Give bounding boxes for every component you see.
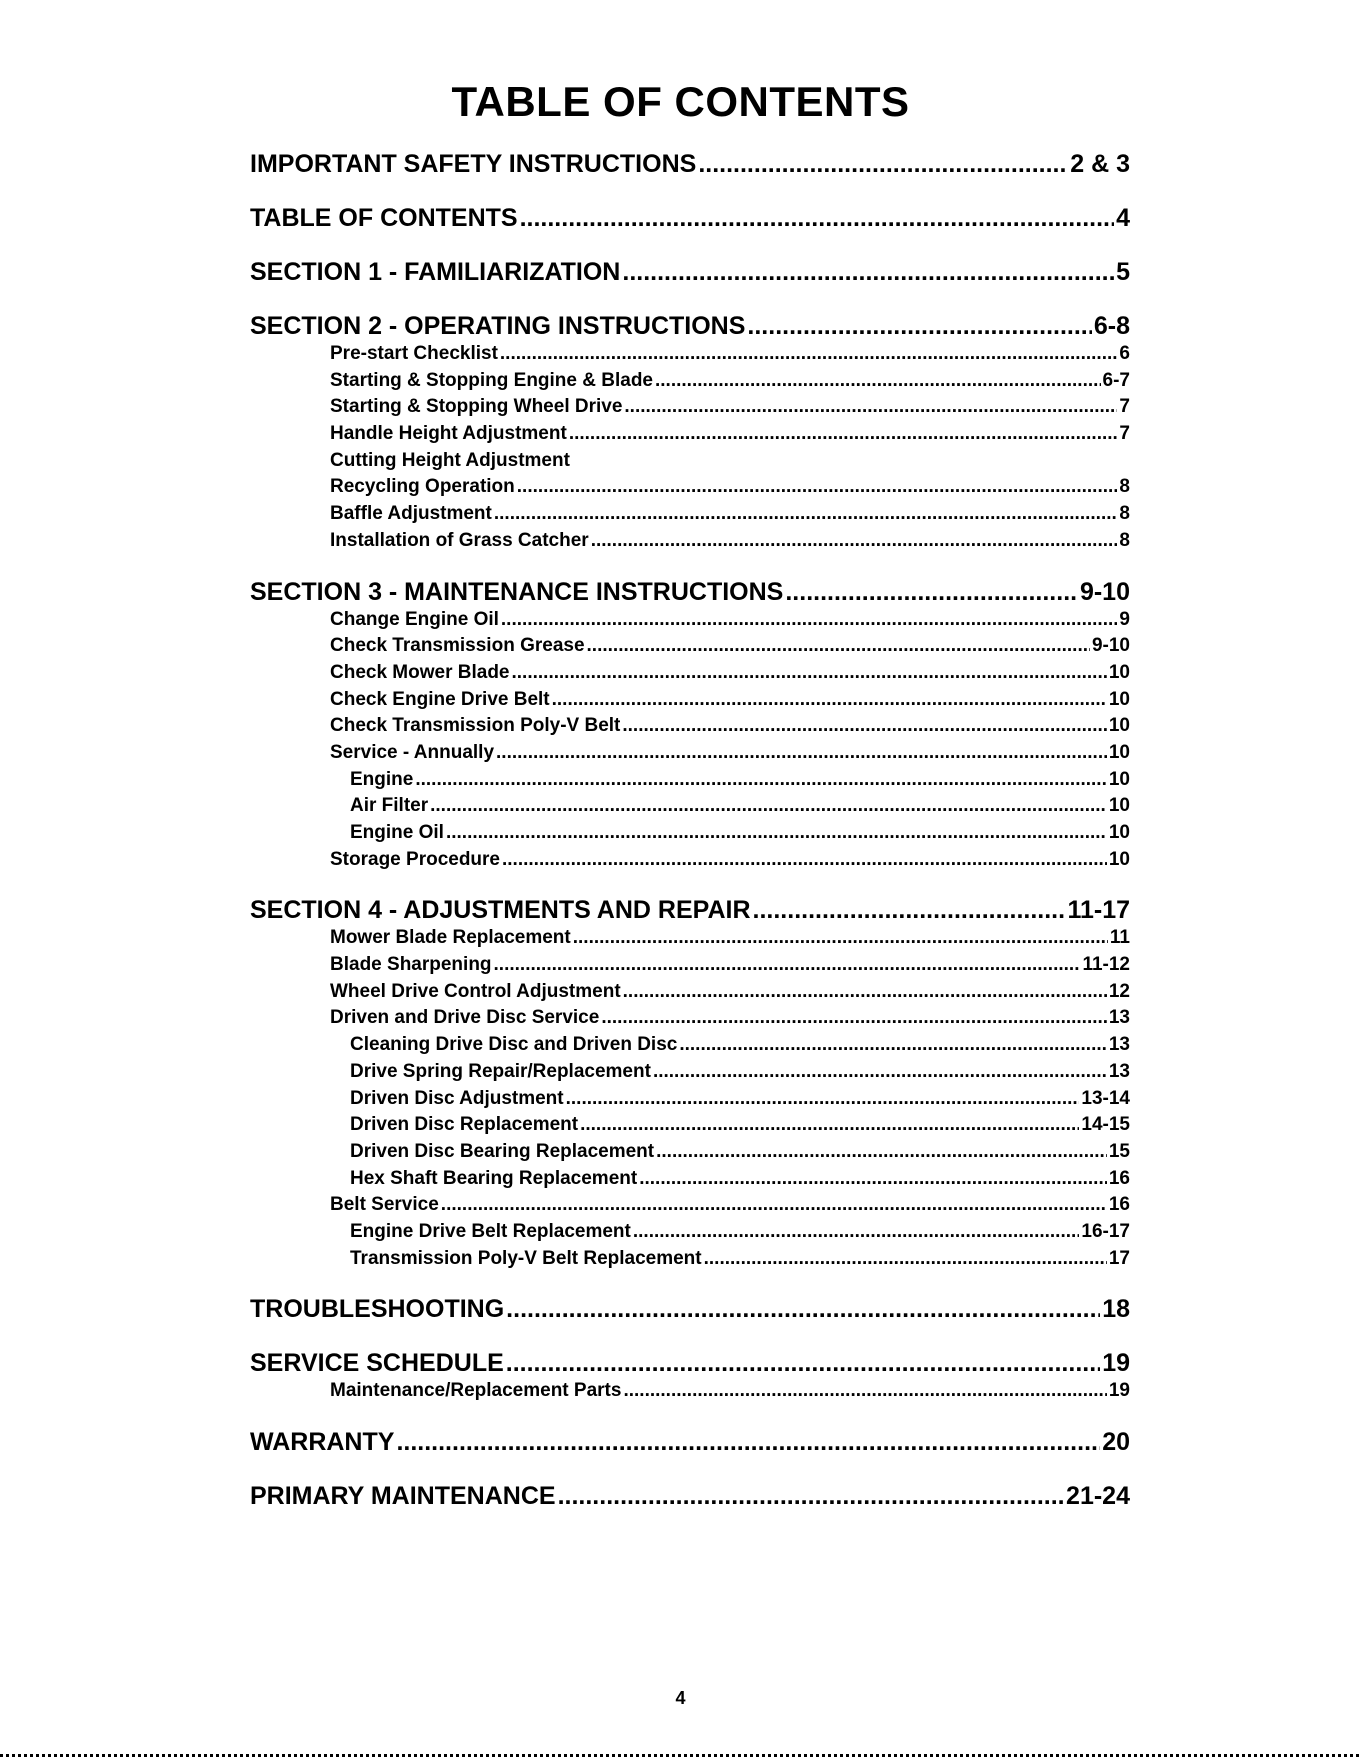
toc-entry-primary-maintenance[interactable] bbox=[250, 1482, 1130, 1511]
toc-entry-page: 18 bbox=[1102, 1295, 1130, 1324]
toc-subentry-label: Installation of Grass Catcher bbox=[330, 529, 589, 551]
toc-subentry-label: Change Engine Oil bbox=[330, 608, 499, 630]
dot-leader bbox=[501, 607, 1118, 634]
toc-subentry[interactable] bbox=[250, 1059, 1130, 1086]
toc-entry-label: IMPORTANT SAFETY INSTRUCTIONS bbox=[250, 150, 697, 178]
dot-leader bbox=[569, 421, 1118, 448]
toc-subentry[interactable] bbox=[250, 925, 1130, 952]
toc-subentry-label: Storage Procedure bbox=[330, 848, 500, 870]
toc-entry-contents[interactable] bbox=[250, 204, 1130, 233]
toc-subentry[interactable] bbox=[250, 979, 1130, 1006]
toc-subentry-label: Mower Blade Replacement bbox=[330, 927, 571, 949]
toc-entry-page: 19 bbox=[1102, 1349, 1130, 1378]
toc-subentry-label: Check Mower Blade bbox=[330, 661, 510, 683]
toc-subentry-label: Blade Sharpening bbox=[330, 954, 492, 976]
toc-entry-page: 2 & 3 bbox=[1070, 150, 1130, 178]
toc-subentry-page: 11-12 bbox=[1082, 954, 1130, 976]
toc-subentry-label: Engine Drive Belt Replacement bbox=[350, 1220, 631, 1242]
toc-entry-warranty[interactable] bbox=[250, 1428, 1130, 1457]
toc-subentry-page: 10 bbox=[1108, 688, 1130, 710]
dot-leader bbox=[520, 204, 1115, 233]
toc-subentry-page: 14-15 bbox=[1081, 1114, 1130, 1136]
toc-subentry-label: Cleaning Drive Disc and Driven Disc bbox=[350, 1034, 678, 1056]
dot-leader bbox=[753, 896, 1066, 925]
dot-leader bbox=[785, 578, 1078, 607]
toc-subentry-page: 16 bbox=[1108, 1167, 1130, 1189]
toc-subentry[interactable] bbox=[250, 687, 1130, 714]
dot-leader bbox=[623, 979, 1107, 1006]
toc-entry-label: SECTION 2 - OPERATING INSTRUCTIONS bbox=[250, 312, 746, 340]
toc-subentry-label: Wheel Drive Control Adjustment bbox=[330, 980, 621, 1002]
dot-leader bbox=[494, 952, 1081, 979]
toc-entry-page: 4 bbox=[1116, 204, 1130, 232]
toc-subentry[interactable] bbox=[250, 421, 1130, 448]
dot-leader bbox=[656, 1139, 1107, 1166]
toc-subentry-label: Driven Disc Replacement bbox=[350, 1114, 579, 1136]
dot-leader bbox=[506, 1349, 1100, 1378]
toc-entry-label: SECTION 1 - FAMILIARIZATION bbox=[250, 258, 621, 286]
toc-subentry-label: Check Engine Drive Belt bbox=[330, 688, 550, 710]
dot-leader bbox=[679, 1032, 1107, 1059]
toc-subentry-page: 16-17 bbox=[1081, 1220, 1130, 1242]
dot-leader bbox=[573, 925, 1108, 952]
toc-subentry-label: Check Transmission Grease bbox=[330, 635, 585, 657]
toc-subentry-label: Driven Disc Bearing Replacement bbox=[350, 1140, 655, 1162]
toc-entry-page: 6-8 bbox=[1093, 312, 1130, 340]
dot-leader bbox=[580, 1112, 1079, 1139]
toc-entry-label: PRIMARY MAINTENANCE bbox=[250, 1482, 556, 1510]
toc-entry-label: SECTION 4 - ADJUSTMENTS AND REPAIR bbox=[250, 896, 751, 925]
toc-subentry[interactable] bbox=[250, 528, 1130, 555]
toc-subentry-page: 13 bbox=[1108, 1060, 1130, 1082]
toc-subentry-label: Engine bbox=[350, 768, 414, 790]
toc-subentry-page: 10 bbox=[1108, 822, 1130, 843]
toc-subentry-label: Engine Oil bbox=[350, 822, 444, 843]
dot-leader bbox=[587, 633, 1090, 660]
toc-subentry-page: 13 bbox=[1108, 1034, 1130, 1056]
toc-subentry-page: 10 bbox=[1108, 768, 1130, 790]
toc-entry-section-1[interactable] bbox=[250, 258, 1130, 287]
dot-leader bbox=[601, 1005, 1107, 1032]
toc-subentry[interactable] bbox=[250, 341, 1130, 368]
toc-subentry-label: Air Filter bbox=[350, 795, 429, 817]
toc-subentry-label: Recycling Operation bbox=[330, 476, 515, 498]
toc-subentry[interactable] bbox=[250, 1192, 1130, 1219]
toc-subentry-label: Transmission Poly-V Belt Replacement bbox=[350, 1247, 702, 1269]
toc-subentry-page: 9-10 bbox=[1091, 635, 1130, 657]
toc-subentry-label: Hex Shaft Bearing Replacement bbox=[350, 1167, 638, 1189]
dot-leader bbox=[446, 820, 1107, 847]
toc-subentry-label: Cutting Height Adjustment bbox=[330, 449, 570, 471]
toc-subentry-page: 8 bbox=[1119, 476, 1130, 498]
toc-subentry-page: 7 bbox=[1119, 423, 1130, 445]
toc-subentry-page: 6-7 bbox=[1102, 369, 1130, 391]
dot-leader bbox=[441, 1192, 1107, 1219]
toc-subentry[interactable] bbox=[250, 1139, 1130, 1166]
toc-entry-section-2[interactable] bbox=[250, 312, 1130, 341]
toc-subentry[interactable] bbox=[250, 1378, 1130, 1405]
toc-subentry[interactable] bbox=[250, 394, 1130, 421]
toc-subentry-page: 13-14 bbox=[1081, 1087, 1130, 1109]
toc-entry-label: TROUBLESHOOTING bbox=[250, 1295, 505, 1324]
toc-entry-label: SERVICE SCHEDULE bbox=[250, 1349, 504, 1378]
toc-subentry[interactable] bbox=[250, 633, 1130, 660]
toc-subentry-label: Driven and Drive Disc Service bbox=[330, 1007, 600, 1029]
toc-subentry[interactable] bbox=[250, 1246, 1130, 1273]
toc-entry-troubleshooting[interactable] bbox=[250, 1295, 1130, 1324]
scan-edge-divider bbox=[0, 1754, 1361, 1757]
dot-leader bbox=[502, 847, 1107, 874]
toc-subentry[interactable] bbox=[250, 713, 1130, 740]
toc-entry-section-3[interactable] bbox=[250, 578, 1130, 607]
toc-subentry[interactable] bbox=[250, 767, 1130, 794]
toc-subentry-label: Baffle Adjustment bbox=[330, 503, 492, 525]
dot-leader bbox=[623, 1378, 1106, 1405]
toc-subentry-page: 15 bbox=[1108, 1140, 1130, 1162]
toc-subentry-page: 10 bbox=[1108, 741, 1130, 763]
toc-subentry[interactable] bbox=[250, 820, 1130, 847]
toc-subentry[interactable] bbox=[250, 1166, 1130, 1193]
toc-subentry-page: 16 bbox=[1108, 1194, 1130, 1216]
toc-subentry-page: 9 bbox=[1119, 608, 1130, 630]
toc-subentry-page: 10 bbox=[1108, 715, 1130, 737]
toc-subentry-label: Drive Spring Repair/Replacement bbox=[350, 1060, 651, 1082]
toc-subentry-label: Service - Annually bbox=[330, 741, 495, 763]
toc-subentry[interactable] bbox=[250, 1219, 1130, 1246]
dot-leader bbox=[704, 1246, 1107, 1273]
dot-leader bbox=[496, 740, 1107, 767]
dot-leader bbox=[517, 474, 1118, 501]
dot-leader bbox=[747, 312, 1091, 341]
dot-leader bbox=[639, 1166, 1107, 1193]
toc-entry-page: 20 bbox=[1102, 1428, 1130, 1456]
toc-entry-page: 11-17 bbox=[1067, 896, 1130, 925]
toc-subentry-label: Driven Disc Adjustment bbox=[350, 1087, 564, 1109]
dot-leader bbox=[552, 687, 1107, 714]
toc-entry-label: TABLE OF CONTENTS bbox=[250, 204, 518, 232]
toc-subentry-label: Maintenance/Replacement Parts bbox=[330, 1380, 622, 1402]
toc-subentry[interactable] bbox=[250, 1086, 1130, 1113]
dot-leader bbox=[506, 1295, 1100, 1324]
toc-entry-page: 9-10 bbox=[1079, 577, 1130, 606]
toc-subentry[interactable] bbox=[250, 607, 1130, 634]
toc-entry-safety[interactable] bbox=[250, 150, 1130, 179]
dot-leader bbox=[633, 1219, 1080, 1246]
toc-subentry-page: 12 bbox=[1108, 980, 1130, 1002]
dot-leader bbox=[512, 660, 1107, 687]
toc-subentry[interactable] bbox=[250, 474, 1130, 501]
toc-subentry-label: Check Transmission Poly-V Belt bbox=[330, 715, 621, 737]
dot-leader bbox=[653, 1059, 1107, 1086]
dot-leader bbox=[566, 1086, 1080, 1113]
toc-entry-service-schedule[interactable] bbox=[250, 1349, 1130, 1378]
toc-subentry-page: 17 bbox=[1108, 1247, 1130, 1269]
toc-subentry[interactable] bbox=[250, 501, 1130, 528]
toc-subentry-page: 10 bbox=[1108, 848, 1130, 870]
toc-subentry-page: 6 bbox=[1119, 343, 1130, 364]
toc-subentry-page: 8 bbox=[1119, 503, 1130, 525]
dot-leader bbox=[591, 528, 1118, 555]
toc-subentry-page: 8 bbox=[1119, 529, 1130, 551]
toc-subentry-page: 19 bbox=[1108, 1380, 1130, 1402]
page-number: 4 bbox=[675, 1688, 686, 1708]
toc-entry-label: WARRANTY bbox=[250, 1428, 395, 1456]
dot-leader bbox=[622, 258, 1114, 287]
toc-subentry-page: 7 bbox=[1119, 396, 1130, 418]
dot-leader bbox=[415, 767, 1107, 794]
toc-subentry[interactable] bbox=[250, 660, 1130, 687]
toc-subentry-label: Pre-start Checklist bbox=[330, 343, 498, 364]
toc-subentry-page: 10 bbox=[1108, 795, 1130, 817]
dot-leader bbox=[622, 713, 1106, 740]
dot-leader bbox=[430, 793, 1107, 820]
toc-entry-page: 5 bbox=[1116, 258, 1130, 286]
dot-leader bbox=[396, 1428, 1100, 1457]
toc-subentry[interactable] bbox=[250, 1005, 1130, 1032]
toc-subentry[interactable] bbox=[250, 448, 1130, 475]
toc-subentry[interactable] bbox=[250, 793, 1130, 820]
toc-entry-label: SECTION 3 - MAINTENANCE INSTRUCTIONS bbox=[250, 577, 784, 606]
dot-leader bbox=[698, 150, 1068, 179]
toc-subentry-label: Belt Service bbox=[330, 1194, 439, 1216]
table-of-contents bbox=[250, 150, 1130, 1511]
dot-leader bbox=[558, 1482, 1064, 1511]
dot-leader bbox=[500, 341, 1118, 368]
toc-subentry[interactable] bbox=[250, 368, 1130, 395]
toc-subentry-page: 13 bbox=[1108, 1007, 1130, 1029]
toc-subentry[interactable] bbox=[250, 952, 1130, 979]
dot-leader bbox=[494, 501, 1118, 528]
toc-subentry[interactable] bbox=[250, 1032, 1130, 1059]
toc-subentry[interactable] bbox=[250, 1112, 1130, 1139]
toc-subentry-page: 10 bbox=[1108, 661, 1130, 683]
toc-entry-page: 21-24 bbox=[1066, 1482, 1130, 1510]
toc-entry-section-4[interactable] bbox=[250, 896, 1130, 925]
toc-subentry[interactable] bbox=[250, 847, 1130, 874]
page-title: TABLE OF CONTENTS bbox=[451, 78, 910, 125]
dot-leader bbox=[655, 368, 1101, 395]
toc-subentry-label: Starting & Stopping Wheel Drive bbox=[330, 396, 623, 418]
toc-subentry-page: 11 bbox=[1109, 927, 1130, 949]
dot-leader bbox=[624, 394, 1117, 421]
toc-subentry-label: Starting & Stopping Engine & Blade bbox=[330, 369, 653, 391]
toc-subentry[interactable] bbox=[250, 740, 1130, 767]
toc-subentry-label: Handle Height Adjustment bbox=[330, 423, 567, 445]
